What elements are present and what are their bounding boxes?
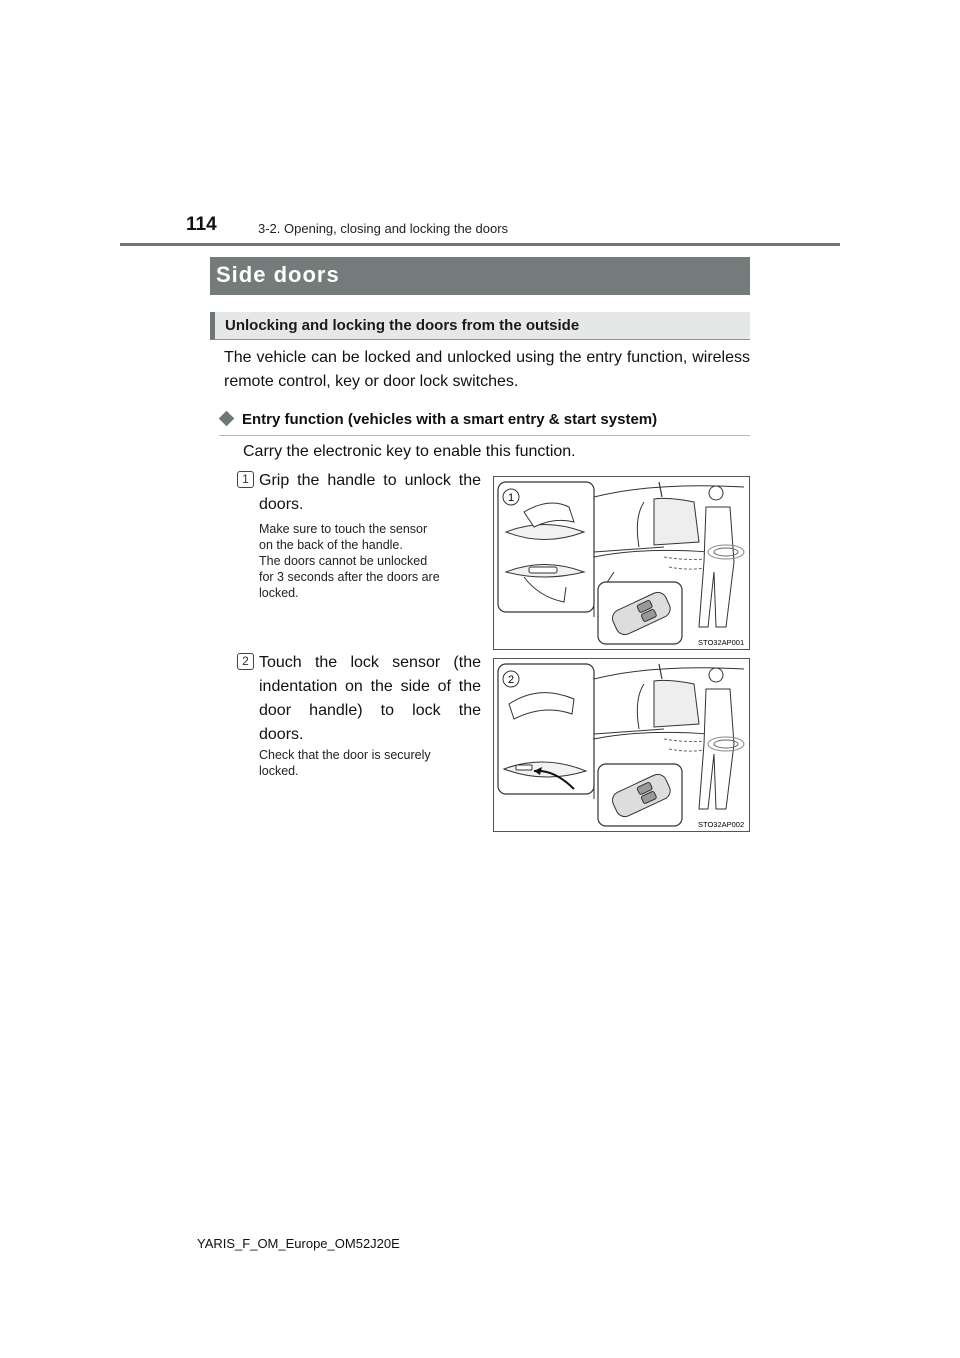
step-2-note-line: Check that the door is securely	[259, 748, 431, 762]
step-1-note-line: on the back of the handle.	[259, 538, 403, 552]
step-1-text-line: Grip the handle to unlock the	[259, 472, 481, 489]
step-2-text-line: doors.	[259, 726, 304, 743]
step-2-text-line: door handle) to lock the	[259, 702, 481, 719]
person-icon	[699, 668, 744, 809]
subsection-title: Unlocking and locking the doors from the outside	[225, 317, 580, 334]
person-icon	[699, 486, 744, 627]
diamond-bullet-icon	[219, 411, 235, 427]
lock-illustration	[494, 659, 749, 831]
step-1-note-line: locked.	[259, 586, 299, 600]
step-1-note-line: Make sure to touch the sensor	[259, 522, 428, 536]
step-1-text	[259, 469, 481, 517]
step-1-note	[259, 521, 481, 601]
subsection-title-bar	[210, 312, 750, 340]
feature-instruction: Carry the electronic key to enable this function.	[243, 443, 576, 460]
figure-2-code: STO32AP002	[698, 820, 745, 829]
feature-heading-row	[219, 409, 750, 436]
figure-unlock-illustration	[493, 476, 750, 650]
intro-paragraph: The vehicle can be locked and unlocked using the entry function, wireless remote control, key or door lock switches.	[224, 349, 750, 390]
step-2-text	[259, 651, 481, 747]
figure-lock-illustration	[493, 658, 750, 832]
figure-1-code: STO32AP001	[698, 638, 745, 647]
step-1-text-line: doors.	[259, 496, 304, 513]
page-number: 114	[186, 214, 217, 235]
step-2-text-line: indentation on the side of the	[259, 678, 481, 695]
step-number-icon: 1	[237, 471, 254, 488]
step-2-note-line: locked.	[259, 764, 299, 778]
header-divider	[120, 243, 840, 246]
step-1-note-line: for 3 seconds after the doors are	[259, 570, 440, 584]
section-reference: 3-2. Opening, closing and locking the doors	[258, 221, 509, 236]
feature-heading: Entry function (vehicles with a smart entry & start system)	[242, 411, 658, 428]
unlock-illustration	[494, 477, 749, 649]
section-title-bar	[210, 257, 750, 295]
step-number-icon: 2	[237, 653, 254, 670]
step-1-note-line: The doors cannot be unlocked	[259, 554, 428, 568]
document-id: YARIS_F_OM_Europe_OM52J20E	[197, 1236, 400, 1251]
section-title: Side doors	[216, 262, 340, 287]
step-2-text-line: Touch the lock sensor (the	[259, 654, 481, 671]
step-2-note	[259, 747, 481, 779]
figure-2-label: 2	[507, 674, 515, 686]
figure-1-label: 1	[507, 492, 515, 504]
